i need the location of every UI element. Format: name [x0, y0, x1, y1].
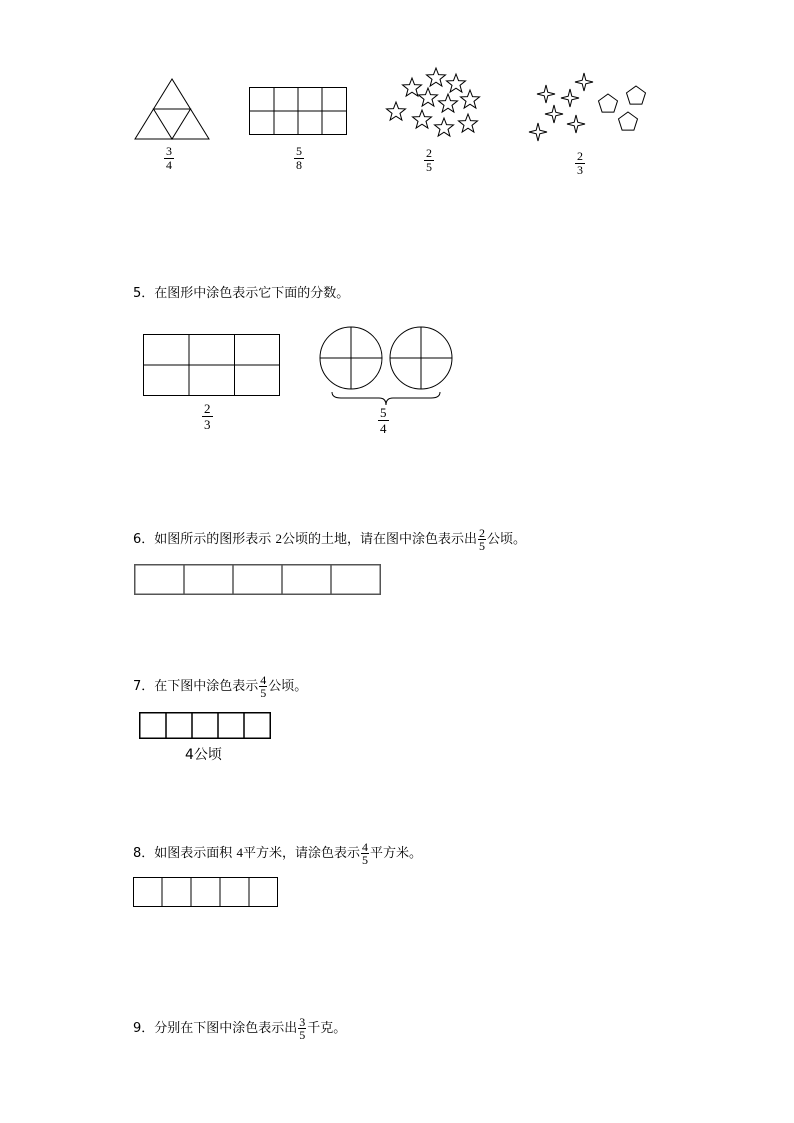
- star-icon: [447, 74, 466, 92]
- numerator: 3: [166, 144, 172, 158]
- denominator: 5: [426, 160, 432, 174]
- question-text-c: 平方米。: [369, 846, 422, 861]
- strip-caption: 4公顷: [185, 747, 222, 763]
- grid-2x3-figure[interactable]: [143, 334, 280, 396]
- strip-5-cells-q6[interactable]: [134, 564, 381, 595]
- star-icon: [387, 102, 406, 120]
- question-text-b: 千克。: [307, 1021, 347, 1036]
- question-7: [133, 674, 307, 699]
- denominator: 5: [478, 539, 485, 553]
- area-value: 4: [236, 845, 243, 860]
- four-point-star-icon: [575, 73, 593, 91]
- question-text-a: 分别在下图中涂色表示出: [154, 1021, 298, 1036]
- fraction-5-8: [294, 145, 304, 172]
- four-point-star-icon: [561, 89, 579, 107]
- star-icon: [435, 118, 454, 136]
- denominator: 8: [296, 158, 302, 172]
- fraction-3-4: [164, 145, 174, 172]
- question-8: [133, 841, 422, 866]
- numerator: 4: [361, 840, 368, 854]
- grid-2x4-figure: [249, 87, 347, 135]
- question-text: 在图形中涂色表示它下面的分数。: [154, 286, 350, 301]
- area-value: 2: [275, 531, 282, 546]
- four-point-star-icon: [529, 123, 547, 141]
- four-point-stars-group: [528, 72, 598, 142]
- question-text-b: 平方米，请涂色表示: [242, 846, 360, 861]
- star-icon: [461, 90, 480, 108]
- denominator: 4: [166, 158, 172, 172]
- inline-fraction: [298, 1016, 306, 1041]
- stars-group-ten: [384, 68, 484, 144]
- pentagon-icon: [619, 112, 638, 130]
- four-point-star-icon: [545, 105, 563, 123]
- numerator: 3: [299, 1015, 306, 1029]
- question-text-c: 公顷。: [486, 532, 526, 547]
- triangle-figure: [134, 78, 210, 140]
- numerator: 4: [260, 673, 267, 687]
- numerator: 2: [426, 146, 432, 160]
- star-icon: [403, 78, 422, 96]
- inline-fraction: [259, 674, 267, 699]
- question-number: 8．: [133, 846, 155, 861]
- strip-5-cells-q8[interactable]: [133, 877, 278, 907]
- question-text-a: 如图表示面积: [154, 846, 233, 861]
- four-point-star-icon: [567, 115, 585, 133]
- star-icon: [439, 94, 458, 112]
- question-text-a: 在下图中涂色表示: [154, 679, 259, 694]
- inline-fraction: [478, 527, 486, 552]
- star-icon: [427, 68, 446, 86]
- question-6: [133, 527, 526, 552]
- numerator: 5: [380, 405, 387, 420]
- question-text-b: 公顷的土地，请在图中涂色表示出: [281, 532, 477, 547]
- question-text-b: 公顷。: [268, 679, 308, 694]
- inline-fraction: [361, 841, 369, 866]
- question-text-a: 如图所示的图形表示: [154, 532, 272, 547]
- numerator: 2: [478, 526, 485, 540]
- denominator: 5: [260, 686, 267, 700]
- star-icon: [419, 88, 438, 106]
- question-9: [133, 1016, 346, 1041]
- denominator: 3: [577, 163, 583, 177]
- question-number: 9．: [133, 1021, 155, 1036]
- four-point-star-icon: [537, 85, 555, 103]
- numerator: 5: [296, 144, 302, 158]
- denominator: 4: [380, 421, 387, 436]
- denominator: 3: [204, 417, 211, 432]
- question-number: 6．: [133, 532, 155, 547]
- denominator: 5: [361, 853, 368, 867]
- question-number: 7．: [133, 679, 155, 694]
- fraction-2-3: [575, 150, 585, 177]
- pentagon-icon: [599, 94, 618, 112]
- strip-5-cells-q7[interactable]: [139, 712, 271, 739]
- fraction-2-5: [424, 147, 434, 174]
- numerator: 2: [577, 149, 583, 163]
- question-5: [133, 284, 349, 304]
- star-icon: [413, 110, 432, 128]
- star-icon: [459, 114, 478, 132]
- circle-right-figure[interactable]: [389, 326, 453, 390]
- fraction-5-4-q5: [378, 405, 389, 436]
- pentagons-group: [594, 82, 654, 134]
- fraction-2-3-q5: [202, 401, 213, 432]
- numerator: 2: [204, 401, 211, 416]
- pentagon-icon: [627, 86, 646, 104]
- circle-left-figure[interactable]: [319, 326, 383, 390]
- question-number: 5．: [133, 286, 155, 301]
- denominator: 5: [299, 1028, 306, 1042]
